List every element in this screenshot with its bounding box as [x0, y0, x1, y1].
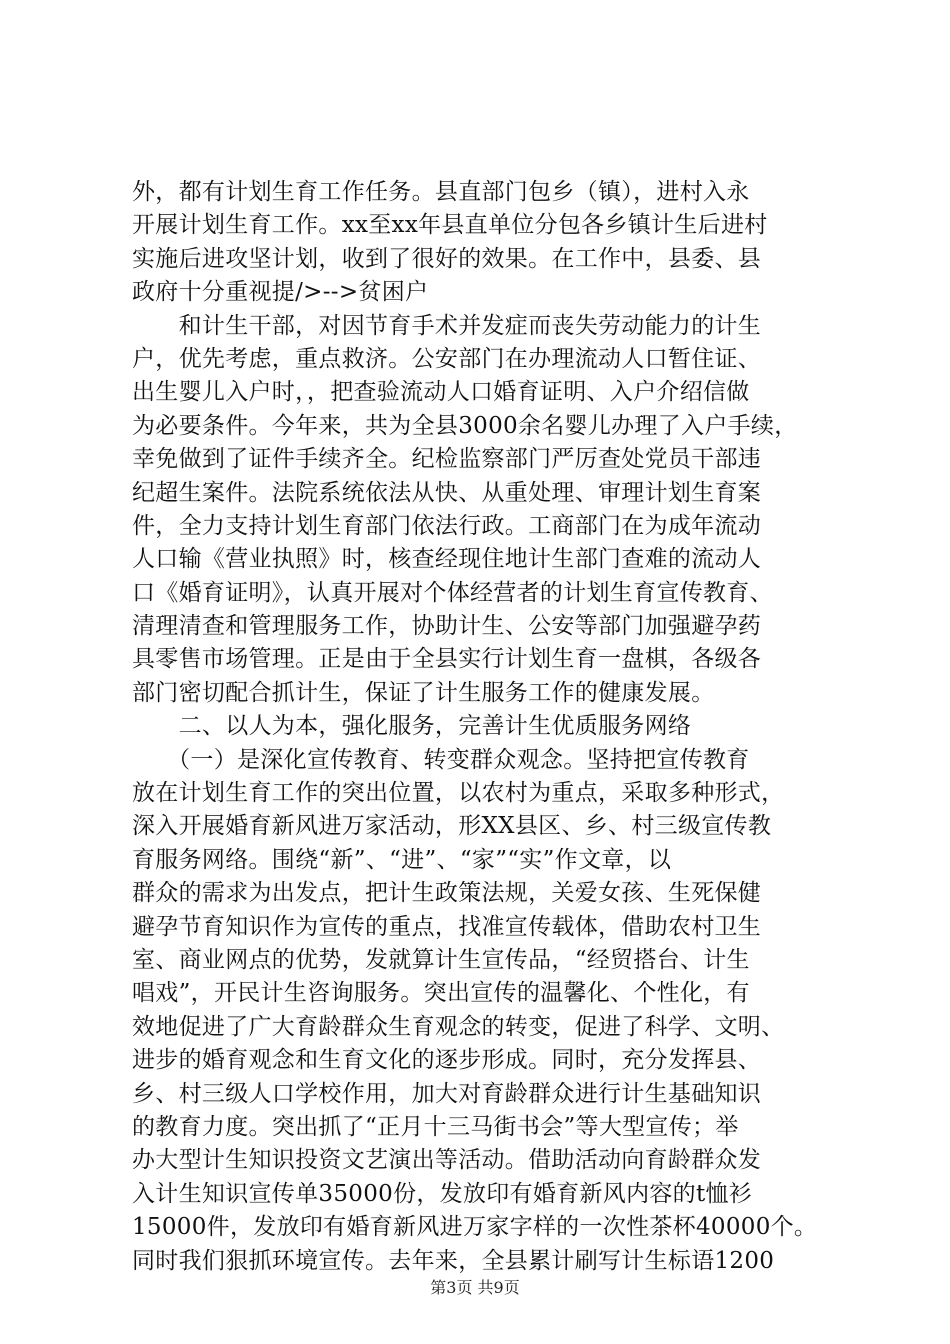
- text-line: 具零售市场管理。正是由于全县实行计划生育一盘棋，各级各: [132, 646, 762, 673]
- section-heading: 二、以人为本，强化服务，完善计生优质服务网络: [132, 713, 692, 740]
- text-line: 进步的婚育观念和生育文化的逐步形成。同时，充分发挥县、: [132, 1047, 762, 1074]
- text-line: 和计生干部，对因节育手术并发症而丧失劳动能力的计生: [132, 312, 762, 339]
- text-line: 入计生知识宣传单35000份，发放印有婚育新风内容的t恤衫: [132, 1180, 753, 1207]
- text-line: 唱戏”，开民计生咨询服务。突出宣传的温馨化、个性化，有: [132, 980, 750, 1007]
- text-line: 15000件，发放印有婚育新风进万家字样的一次性茶杯40000个。: [132, 1214, 818, 1241]
- text-line: 政府十分重视提/>-->贫困户: [132, 279, 429, 306]
- text-line: 件，全力支持计划生育部门依法行政。工商部门在为成年流动: [132, 512, 762, 539]
- text-line: 群众的需求为出发点，把计生政策法规，关爱女孩、生死保健: [132, 880, 762, 907]
- text-line: 人口输《营业执照》时，核查经现住地计生部门查难的流动人: [132, 546, 762, 573]
- text-line: 纪超生案件。法院系统依法从快、从重处理、审理计划生育案: [132, 479, 762, 506]
- text-line: 深入开展婚育新风进万家活动，形XX县区、乡、村三级宣传教: [132, 813, 772, 840]
- text-line: 同时我们狠抓环境宣传。去年来，全县累计刷写计生标语1200: [132, 1247, 775, 1274]
- text-line: 室、商业网点的优势，发就算计生宣传品，“经贸搭台、计生: [132, 946, 750, 973]
- text-line: 开展计划生育工作。xx至xx年县直单位分包各乡镇计生后进村: [132, 212, 768, 239]
- text-line: 出生婴儿入户时，，把查验流动人口婚育证明、入户介绍信做: [132, 379, 750, 406]
- body-text: [132, 176, 832, 1278]
- text-line: 乡、村三级人口学校作用，加大对育龄群众进行计生基础知识: [132, 1080, 762, 1107]
- page-number-footer: 第3页 共9页: [430, 1278, 520, 1297]
- text-line: 口《婚育证明》，认真开展对个体经营者的计划生育宣传教育、: [132, 579, 773, 606]
- text-line: 部门密切配合抓计生，保证了计生服务工作的健康发展。: [132, 679, 715, 706]
- text-line: 实施后进攻坚计划，收到了很好的效果。在工作中，县委、县: [132, 245, 762, 272]
- text-line: 为必要条件。今年来，共为全县3000余名婴儿办理了入户手续，: [132, 412, 798, 439]
- text-line: 育服务网络。围绕“新”、“进”、“家”“实”作文章，以: [132, 846, 672, 873]
- text-line: 的教育力度。突出抓了“正月十三马街书会”等大型宣传；举: [132, 1113, 739, 1140]
- text-line: 幸免做到了证件手续齐全。纪检监察部门严厉查处党员干部违: [132, 446, 762, 473]
- text-line: 放在计划生育工作的突出位置，以农村为重点，采取多种形式，: [132, 780, 785, 807]
- text-line: 外，都有计划生育工作任务。县直部门包乡（镇），进村入永: [132, 179, 750, 205]
- text-line: 避孕节育知识作为宣传的重点，找准宣传载体，借助农村卫生: [132, 913, 762, 940]
- text-line: 办大型计生知识投资文艺演出等活动。借助活动向育龄群众发: [132, 1147, 762, 1174]
- text-line: 户，优先考虑，重点救济。公安部门在办理流动人口暂住证、: [132, 345, 762, 372]
- text-line: 效地促进了广大育龄群众生育观念的转变，促进了科学、文明、: [132, 1013, 785, 1040]
- text-line: 清理清查和管理服务工作，协助计生、公安等部门加强避孕药: [132, 613, 762, 640]
- text-line: （一）是深化宣传教育、转变群众观念。坚持把宣传教育: [132, 746, 750, 773]
